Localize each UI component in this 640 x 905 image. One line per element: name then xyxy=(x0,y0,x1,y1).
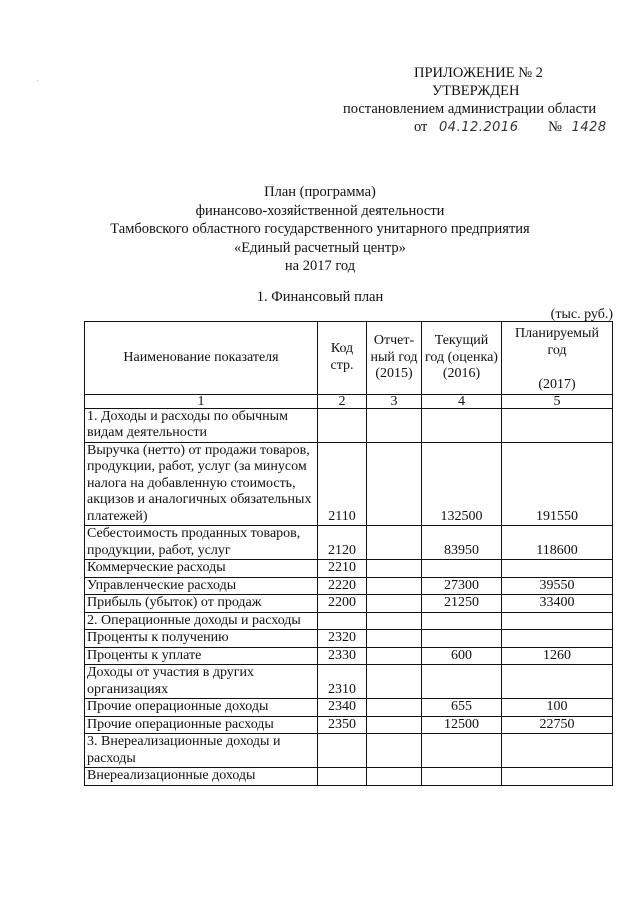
cell-name: 3. Внереализационные доходы и расходы xyxy=(85,734,318,768)
cell-code: 2220 xyxy=(318,577,367,595)
cell-name: Прибыль (убыток) от продаж xyxy=(85,595,318,613)
cell-code xyxy=(318,612,367,630)
cell-cur: 132500 xyxy=(422,442,502,526)
cell-name: Прочие операционные расходы xyxy=(85,716,318,734)
cell-cur: 83950 xyxy=(422,526,502,560)
cell-plan xyxy=(502,408,613,442)
cell-code xyxy=(318,768,367,786)
table-row xyxy=(85,577,613,595)
financial-plan-table xyxy=(84,321,613,786)
cell-code: 2120 xyxy=(318,526,367,560)
cell-code: 2310 xyxy=(318,665,367,699)
header-plan-line-2: (2017) xyxy=(538,377,576,392)
resolution-label: постановлением администрации области xyxy=(343,101,597,117)
units-label: (тыс. руб.) xyxy=(550,307,613,322)
cell-cur: 27300 xyxy=(422,577,502,595)
table-row xyxy=(85,734,613,768)
cell-code: 2320 xyxy=(318,630,367,648)
handwritten-date: 04.12.2016 xyxy=(439,120,519,135)
cell-name: 2. Операционные доходы и расходы xyxy=(85,612,318,630)
cell-name: Выручка (нетто) от продажи товаров, продукции, работ, услуг (за минусом налога на добавленную стоимость, акцизов и аналогичных обязательных платежей) xyxy=(85,442,318,526)
header-code: Код стр. xyxy=(318,322,367,395)
cell-code: 2330 xyxy=(318,647,367,665)
cell-prev xyxy=(367,768,422,786)
cell-plan xyxy=(502,560,613,578)
cell-plan xyxy=(502,665,613,699)
cell-plan: 22750 xyxy=(502,716,613,734)
cell-cur xyxy=(422,612,502,630)
cell-plan xyxy=(502,768,613,786)
cell-prev xyxy=(367,716,422,734)
cell-plan xyxy=(502,630,613,648)
cell-plan: 39550 xyxy=(502,577,613,595)
cell-cur xyxy=(422,665,502,699)
cell-prev xyxy=(367,665,422,699)
cell-cur: 12500 xyxy=(422,716,502,734)
appendix-label: ПРИЛОЖЕНИЕ № 2 xyxy=(414,65,543,81)
section-title: 1. Финансовый план xyxy=(256,289,384,305)
cell-name: 1. Доходы и расходы по обычным видам деятельности xyxy=(85,408,318,442)
cell-cur xyxy=(422,560,502,578)
cell-code: 2340 xyxy=(318,699,367,717)
index-cell: 1 xyxy=(85,394,318,408)
cell-code: 2200 xyxy=(318,595,367,613)
title-line-4: «Единый расчетный центр» xyxy=(234,239,406,256)
date-prefix: от xyxy=(414,119,428,135)
table-row xyxy=(85,408,613,442)
table-header-row xyxy=(85,322,613,395)
index-cell: 3 xyxy=(367,394,422,408)
cell-code xyxy=(318,408,367,442)
header-name: Наименование показателя xyxy=(85,322,318,395)
scan-speck xyxy=(37,80,38,81)
table-row xyxy=(85,699,613,717)
cell-prev xyxy=(367,526,422,560)
table-row xyxy=(85,442,613,526)
cell-name: Управленческие расходы xyxy=(85,577,318,595)
index-cell: 2 xyxy=(318,394,367,408)
cell-name: Себестоимость проданных товаров, продукции, работ, услуг xyxy=(85,526,318,560)
cell-prev xyxy=(367,699,422,717)
cell-prev xyxy=(367,577,422,595)
cell-code xyxy=(318,734,367,768)
title-line-1: План (программа) xyxy=(264,184,376,200)
cell-name: Коммерческие расходы xyxy=(85,560,318,578)
cell-plan: 100 xyxy=(502,699,613,717)
header-plan-line-1: Планируемый год xyxy=(515,326,599,358)
cell-code: 2210 xyxy=(318,560,367,578)
cell-name: Прочие операционные доходы xyxy=(85,699,318,717)
document-title xyxy=(0,183,640,276)
index-cell: 4 xyxy=(422,394,502,408)
cell-prev xyxy=(367,647,422,665)
cell-plan xyxy=(502,612,613,630)
table-row xyxy=(85,612,613,630)
table-row xyxy=(85,595,613,613)
table-row xyxy=(85,647,613,665)
cell-cur xyxy=(422,768,502,786)
cell-cur xyxy=(422,408,502,442)
cell-name: Доходы от участия в других организациях xyxy=(85,665,318,699)
table-row xyxy=(85,526,613,560)
cell-prev xyxy=(367,612,422,630)
cell-plan: 33400 xyxy=(502,595,613,613)
title-line-5: на 2017 год xyxy=(284,258,356,274)
cell-name: Проценты к получению xyxy=(85,630,318,648)
approved-label: УТВЕРЖДЕН xyxy=(432,83,520,99)
cell-plan xyxy=(502,734,613,768)
cell-cur xyxy=(422,734,502,768)
header-prev-year: Отчет-ный год (2015) xyxy=(367,322,422,395)
cell-code: 2110 xyxy=(318,442,367,526)
title-line-2: финансово-хозяйственной деятельности xyxy=(195,202,445,219)
cell-name: Внереализационные доходы xyxy=(85,768,318,786)
table-row xyxy=(85,630,613,648)
cell-plan: 1260 xyxy=(502,647,613,665)
cell-prev xyxy=(367,560,422,578)
index-cell: 5 xyxy=(502,394,613,408)
column-index-row xyxy=(85,394,613,408)
cell-plan: 191550 xyxy=(502,442,613,526)
cell-cur xyxy=(422,630,502,648)
header-current-year: Текущий год (оценка) (2016) xyxy=(422,322,502,395)
cell-plan: 118600 xyxy=(502,526,613,560)
table-row xyxy=(85,665,613,699)
table-row xyxy=(85,716,613,734)
cell-prev xyxy=(367,442,422,526)
cell-prev xyxy=(367,630,422,648)
cell-prev xyxy=(367,408,422,442)
handwritten-number: 1428 xyxy=(571,120,607,135)
cell-prev xyxy=(367,734,422,768)
table-row xyxy=(85,768,613,786)
title-line-3: Тамбовского областного государственного унитарного предприятия xyxy=(110,221,530,237)
cell-cur: 600 xyxy=(422,647,502,665)
table-row xyxy=(85,560,613,578)
cell-name: Проценты к уплате xyxy=(85,647,318,665)
number-prefix: № xyxy=(548,119,562,135)
date-line xyxy=(414,118,607,137)
cell-cur: 655 xyxy=(422,699,502,717)
cell-code: 2350 xyxy=(318,716,367,734)
cell-cur: 21250 xyxy=(422,595,502,613)
header-plan-year xyxy=(502,322,613,395)
cell-prev xyxy=(367,595,422,613)
